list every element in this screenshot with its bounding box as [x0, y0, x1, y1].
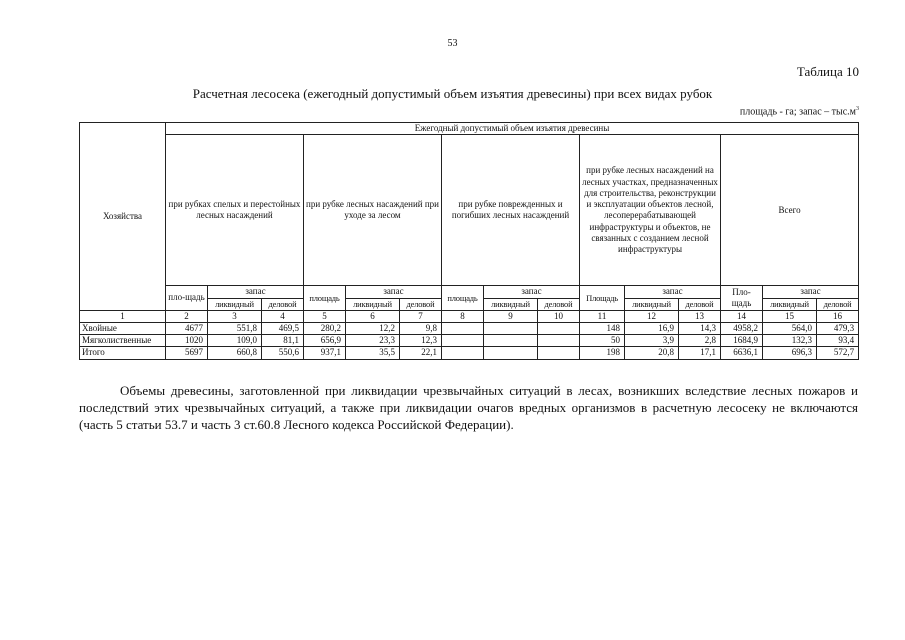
cell: 2,8 — [679, 335, 721, 347]
cell: 6636,1 — [721, 347, 763, 359]
cell: 660,8 — [208, 347, 262, 359]
group-total: Всего — [721, 135, 859, 286]
cell: 17,1 — [679, 347, 721, 359]
cell: 198 — [580, 347, 625, 359]
liquid-header: ликвидный — [208, 298, 262, 310]
cell: 551,8 — [208, 322, 262, 334]
cell — [484, 335, 538, 347]
liquid-header: ликвидный — [484, 298, 538, 310]
cell — [442, 322, 484, 334]
cell: 12,2 — [346, 322, 400, 334]
column-number: 8 — [442, 310, 484, 322]
cell: 564,0 — [763, 322, 817, 334]
business-header: деловой — [817, 298, 859, 310]
column-number: 3 — [208, 310, 262, 322]
table-label: Таблица 10 — [796, 64, 859, 79]
table-row-total — [80, 347, 859, 359]
table-row — [80, 322, 859, 334]
column-number-row — [80, 310, 859, 322]
column-number: 1 — [80, 310, 166, 322]
cell: 572,7 — [817, 347, 859, 359]
cell: 22,1 — [400, 347, 442, 359]
row-name: Хвойные — [80, 322, 166, 334]
cell: 50 — [580, 335, 625, 347]
allowable-cut-table — [79, 122, 859, 360]
column-number: 14 — [721, 310, 763, 322]
area-header: Пло-щадь — [721, 286, 763, 310]
stock-header: запас — [763, 286, 859, 298]
cell: 656,9 — [304, 335, 346, 347]
group-construction: при рубке лесных насаждений на лесных участках, предназначенных для строительства, реконструкции и эксплуатации объектов лесной, лесоперерабатывающей инфраструктуры и объектов, не связанных с созданием лесной инфраструктуры — [580, 135, 721, 286]
column-number: 11 — [580, 310, 625, 322]
cell: 1684,9 — [721, 335, 763, 347]
footnote-paragraph: Объемы древесины, заготовленной при ликвидации чрезвычайных ситуаций в лесах, возникших вследствие лесных пожаров и последствий этих чрезвычайных ситуаций, а также при ликвидации очагов вредных организмов в расчетную лесосеку не включаются (часть 5 статьи 53.7 и часть 3 ст.60.8 Лесного кодекса Российской Федерации). — [79, 383, 858, 432]
column-number: 2 — [166, 310, 208, 322]
column-number: 13 — [679, 310, 721, 322]
column-number: 15 — [763, 310, 817, 322]
cell: 479,3 — [817, 322, 859, 334]
group-damaged: при рубке поврежденных и погибших лесных насаждений — [442, 135, 580, 286]
cell: 280,2 — [304, 322, 346, 334]
cell: 20,8 — [625, 347, 679, 359]
cell: 14,3 — [679, 322, 721, 334]
page-number: 53 — [447, 38, 458, 49]
row-name: Итого — [80, 347, 166, 359]
table-title: Расчетная лесосека (ежегодный допустимый объем изъятия древесины) при всех видах рубок — [192, 86, 713, 101]
cell: 937,1 — [304, 347, 346, 359]
liquid-header: ликвидный — [763, 298, 817, 310]
column-number: 6 — [346, 310, 400, 322]
cell: 12,3 — [400, 335, 442, 347]
column-number: 9 — [484, 310, 538, 322]
cell: 9,8 — [400, 322, 442, 334]
cell: 16,9 — [625, 322, 679, 334]
cell — [484, 347, 538, 359]
units-superscript: 3 — [856, 106, 859, 112]
table-row — [80, 335, 859, 347]
row-name: Мягколиственные — [80, 335, 166, 347]
column-number: 10 — [538, 310, 580, 322]
business-header: деловой — [262, 298, 304, 310]
cell — [442, 335, 484, 347]
group-header: Ежегодный допустимый объем изъятия древесины — [166, 123, 859, 135]
cell: 23,3 — [346, 335, 400, 347]
group-thinning: при рубке лесных насаждений при уходе за лесом — [304, 135, 442, 286]
cell: 148 — [580, 322, 625, 334]
cell: 4958,2 — [721, 322, 763, 334]
area-header: площадь — [304, 286, 346, 310]
cell: 93,4 — [817, 335, 859, 347]
cell: 469,5 — [262, 322, 304, 334]
cell: 5697 — [166, 347, 208, 359]
area-header: площадь — [442, 286, 484, 310]
units-caption — [740, 106, 859, 117]
business-header: деловой — [400, 298, 442, 310]
cell — [538, 322, 580, 334]
cell: 1020 — [166, 335, 208, 347]
cell: 4677 — [166, 322, 208, 334]
cell — [442, 347, 484, 359]
stock-header: запас — [208, 286, 304, 298]
business-header: деловой — [679, 298, 721, 310]
column-number: 12 — [625, 310, 679, 322]
cell: 550,6 — [262, 347, 304, 359]
area-header: пло-щадь — [166, 286, 208, 310]
liquid-header: ликвидный — [346, 298, 400, 310]
cell — [538, 335, 580, 347]
stock-header: запас — [484, 286, 580, 298]
area-header: Площадь — [580, 286, 625, 310]
cell: 132,3 — [763, 335, 817, 347]
group-mature: при рубках спелых и перестойных лесных насаждений — [166, 135, 304, 286]
cell: 696,3 — [763, 347, 817, 359]
row-header: Хозяйства — [80, 123, 166, 311]
units-text: площадь - га; запас – тыс.м — [739, 106, 856, 118]
cell: 3,9 — [625, 335, 679, 347]
column-number: 5 — [304, 310, 346, 322]
liquid-header: ликвидный — [625, 298, 679, 310]
column-number: 7 — [400, 310, 442, 322]
business-header: деловой — [538, 298, 580, 310]
cell — [484, 322, 538, 334]
column-number: 4 — [262, 310, 304, 322]
cell: 81,1 — [262, 335, 304, 347]
stock-header: запас — [625, 286, 721, 298]
stock-header: запас — [346, 286, 442, 298]
cell — [538, 347, 580, 359]
column-number: 16 — [817, 310, 859, 322]
cell: 109,0 — [208, 335, 262, 347]
cell: 35,5 — [346, 347, 400, 359]
